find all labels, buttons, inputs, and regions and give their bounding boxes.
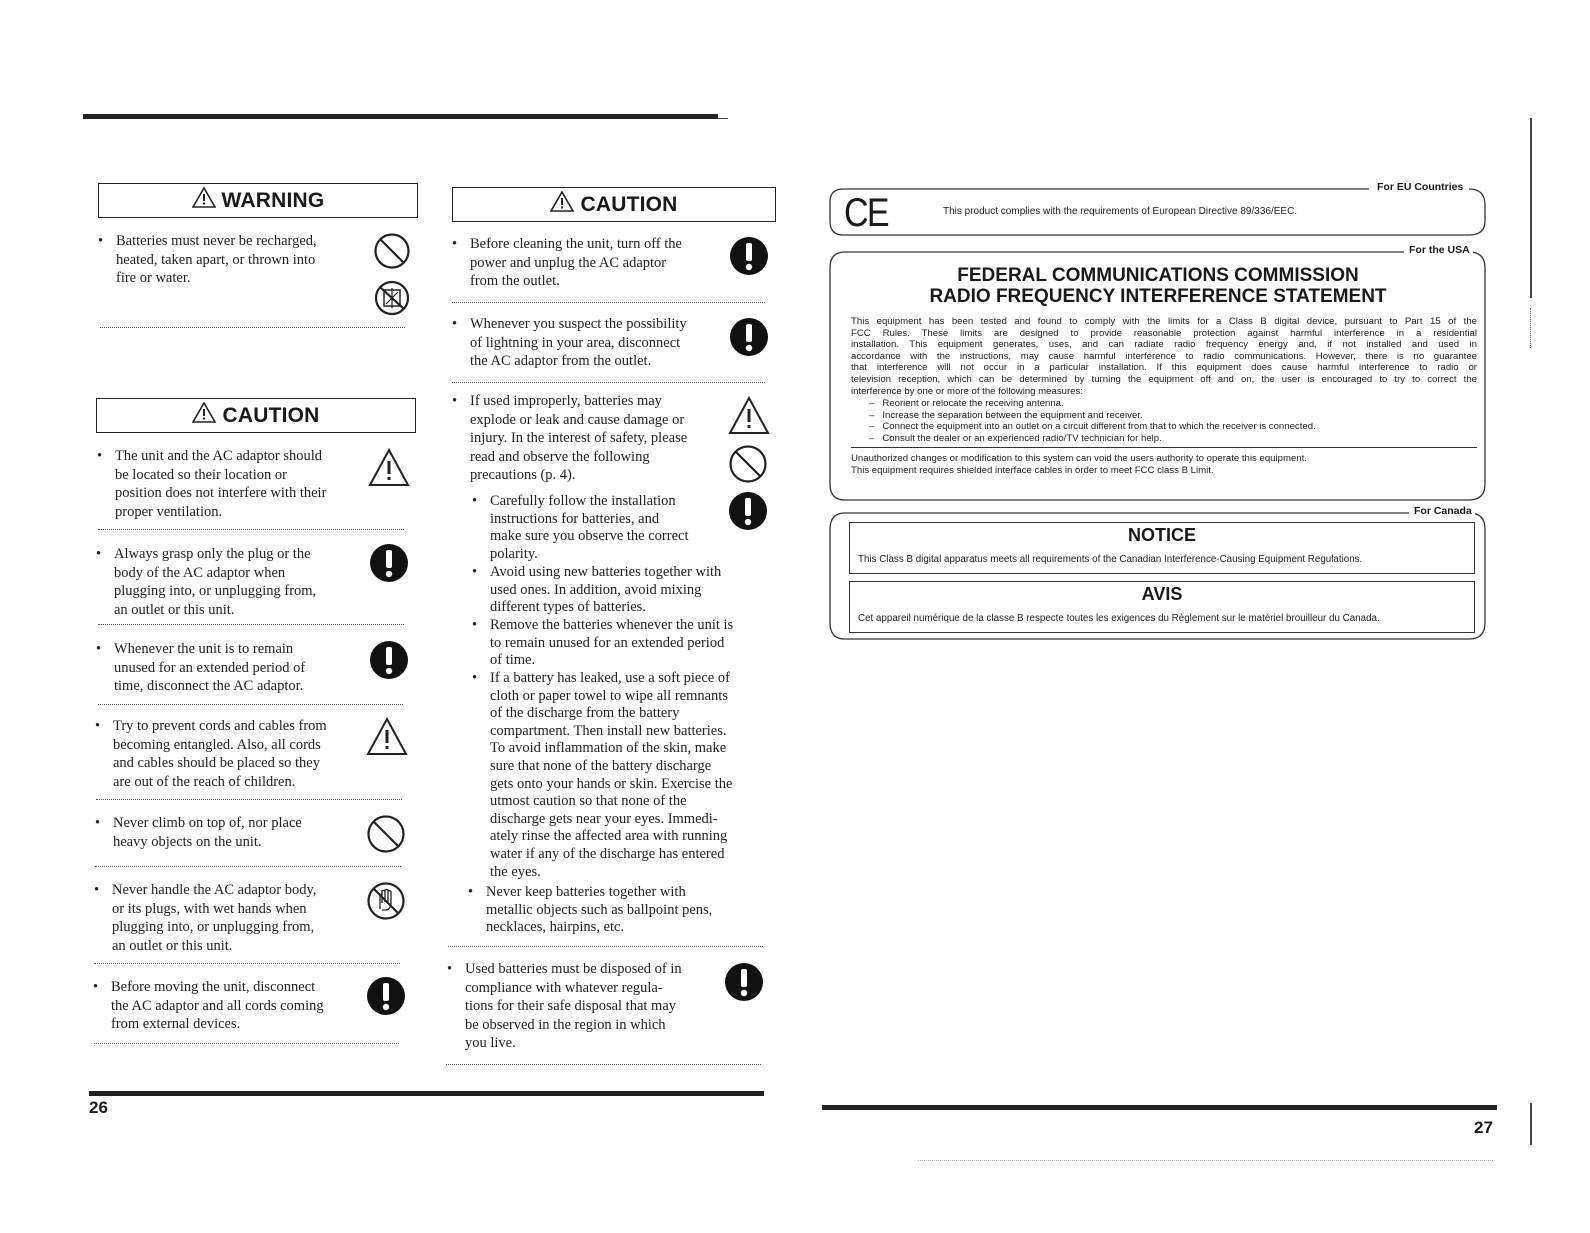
avis-box	[849, 581, 1475, 633]
text-line: Avoid using new batteries together with	[490, 564, 722, 580]
faint-line	[918, 1160, 1493, 1161]
text-line: injury. In the interest of safety, please	[470, 430, 688, 446]
text-line: accordance with the instructions, may cause harmful interference to radio communications. However, there is no guarantee	[851, 350, 1477, 362]
text-line: cloth or paper towel to wipe all remnants	[490, 687, 728, 704]
text-line: and cables should be placed so they	[113, 755, 320, 771]
text-line: To avoid inflammation of the skin, make	[490, 740, 727, 757]
caution-triangle-icon	[192, 187, 216, 214]
margin-dots	[1530, 308, 1531, 348]
notice-text: This Class B digital apparatus meets all requirements of the Canadian Interference-Causing Equipment Regulations.	[858, 554, 1363, 565]
no-disassemble-icon	[373, 280, 411, 321]
fcc-body-last: interference by one or more of the following measures:	[851, 386, 1083, 397]
text-line: heavy objects on the unit.	[113, 833, 262, 850]
text-line: If a battery has leaked, use a soft piece of	[490, 670, 730, 686]
text-line: becoming entangled. Also, all cords	[113, 736, 321, 753]
divider	[98, 624, 404, 625]
bottom-rule-right	[822, 1105, 1497, 1110]
notice-box	[849, 522, 1475, 574]
text-line: unused for an extended period of	[114, 659, 306, 676]
warning-title: WARNING	[221, 188, 325, 212]
text-line: This equipment requires shielded interface cables in order to meet FCC class B Limit.	[851, 464, 1214, 476]
measure-text: Consult the dealer or an experienced radio/TV technician for help.	[882, 432, 1162, 444]
top-rule	[83, 114, 718, 119]
text-line: heated, taken apart, or thrown into	[116, 251, 316, 268]
fcc-body	[851, 316, 1477, 386]
measure-item: – Increase the separation between the equipment and receiver.	[869, 409, 1143, 421]
caution-triangle-icon	[728, 395, 770, 440]
eu-box	[829, 181, 1487, 236]
divider	[452, 382, 765, 383]
text-line: compliance with whatever regula-	[465, 979, 663, 996]
margin-line	[1530, 118, 1532, 298]
text-line: from the outlet.	[470, 273, 560, 289]
fcc-title	[829, 265, 1487, 307]
text-line: proper ventilation.	[115, 503, 223, 520]
avis-text: Cet appareil numérique de la classe B respecte toutes les exigences du Règlement sur le matériel brouilleur du Canada.	[858, 613, 1380, 624]
text-line: or its plugs, with wet hands when	[112, 900, 307, 917]
text-line: Before moving the unit, disconnect	[111, 979, 316, 995]
fcc-title-line: FEDERAL COMMUNICATIONS COMMISSION	[957, 265, 1359, 286]
text-line: read and observe the following	[470, 448, 650, 465]
text-line: be located so their location or	[115, 466, 287, 483]
text-line: Always grasp only the plug or the	[114, 546, 311, 562]
divider	[98, 704, 403, 705]
divider	[446, 1064, 761, 1065]
text-line: used ones. In addition, avoid mixing	[490, 581, 702, 598]
text-line: to remain unused for an extended period	[490, 634, 725, 651]
text-line: body of the AC adaptor when	[114, 564, 286, 581]
mandatory-action-icon	[728, 491, 768, 536]
caution-header-left	[96, 398, 416, 433]
text-line: If used improperly, batteries may	[470, 393, 662, 409]
avis-title: AVIS	[1141, 584, 1183, 604]
text-line: Whenever you suspect the possibility	[470, 316, 687, 332]
text-line: utmost caution so that none of the	[490, 793, 687, 810]
warning-header	[98, 183, 418, 218]
measure-text: Increase the separation between the equipment and receiver.	[882, 409, 1143, 421]
text-line: make sure you observe the correct	[490, 528, 689, 545]
text-line: metallic objects such as ballpoint pens,	[486, 901, 713, 918]
fcc-measures	[869, 398, 1316, 444]
margin-line	[1530, 1103, 1532, 1145]
text-line: necklaces, hairpins, etc.	[486, 919, 625, 936]
text-line: an outlet or this unit.	[112, 937, 233, 954]
text-line: position does not interfere with their	[115, 485, 327, 501]
caution-title: CAUTION	[580, 192, 678, 216]
text-line: from external devices.	[111, 1016, 241, 1032]
text-line: that interference will not occur in a particular installation. If this equipment does cause harmful interference to radio or	[851, 362, 1477, 374]
measure-text: Reorient or relocate the receiving antenna.	[882, 398, 1064, 409]
text-line: be observed in the region in which	[465, 1016, 666, 1033]
text-line: the AC adaptor and all cords coming	[111, 997, 324, 1014]
mandatory-action-icon	[369, 543, 409, 588]
text-line: an outlet or this unit.	[114, 601, 235, 618]
usa-tag: For the USA	[1406, 244, 1473, 256]
canada-tag: For Canada	[1411, 505, 1475, 517]
text-line: This equipment has been tested and found to comply with the limits for a Class B digital device, pursuant to Part 15 of the	[851, 316, 1477, 327]
mandatory-action-icon	[729, 236, 769, 281]
measure-item: – Consult the dealer or an experienced radio/TV technician for help.	[869, 432, 1162, 444]
caution-triangle-icon	[550, 191, 574, 218]
text-line: are out of the reach of children.	[113, 773, 296, 790]
usa-box	[829, 244, 1487, 502]
text-line: tions for their safe disposal that may	[465, 998, 677, 1014]
divider	[96, 799, 402, 800]
divider	[100, 327, 405, 328]
text-line: The unit and the AC adaptor should	[115, 448, 322, 464]
text-line: Whenever the unit is to remain	[114, 641, 294, 657]
divider	[448, 946, 763, 947]
mandatory-action-icon	[724, 962, 764, 1007]
caution-triangle-icon	[192, 402, 216, 429]
measure-item: – Reorient or relocate the receiving antenna.	[869, 398, 1064, 409]
text-line: Never keep batteries together with	[486, 884, 686, 900]
text-line: discharge gets near your eyes. Immedi-	[490, 810, 718, 827]
text-line: compartment. Then install new batteries.	[490, 722, 727, 739]
text-line: gets onto your hands or skin. Exercise the	[490, 775, 733, 792]
text-line: explode or leak and cause damage or	[470, 411, 685, 428]
text-line: sure that none of the battery discharge	[490, 757, 712, 774]
mandatory-action-icon	[729, 317, 769, 362]
text-line: Unauthorized changes or modification to this system can void the users authority to operate this equipment.	[851, 453, 1307, 464]
mandatory-action-icon	[369, 640, 409, 685]
no-wet-hands-icon	[366, 881, 406, 926]
prohibited-icon	[366, 814, 406, 859]
canada-box	[829, 505, 1487, 641]
text-line: power and unplug the AC adaptor	[470, 254, 667, 271]
measure-item: – Connect the equipment into an outlet on a circuit different from that to which the receiver is connected.	[869, 421, 1316, 433]
fcc-divider	[851, 447, 1477, 448]
divider	[98, 529, 404, 530]
caution-triangle-icon	[368, 447, 410, 492]
text-line: of lightning in your area, disconnect	[470, 334, 681, 351]
eu-text: This product complies with the requirements of European Directive 89/336/EEC.	[943, 206, 1298, 217]
caution-header-middle	[452, 187, 776, 222]
divider	[94, 1043, 399, 1044]
text-line: plugging into, or unplugging from,	[112, 919, 315, 935]
divider	[452, 302, 765, 303]
text-line: precautions (p. 4).	[470, 467, 576, 483]
text-line: Never handle the AC adaptor body,	[112, 882, 317, 898]
fcc-title-line: RADIO FREQUENCY INTERFERENCE STATEMENT	[929, 286, 1387, 307]
text-line: of time.	[490, 652, 536, 669]
text-line: Never climb on top of, nor place	[113, 815, 302, 831]
text-line: of the discharge from the battery	[490, 705, 680, 722]
measure-text: Connect the equipment into an outlet on a circuit different from that to which the receiver is connected.	[882, 421, 1316, 433]
caution-title: CAUTION	[222, 403, 320, 427]
text-line: you live.	[465, 1035, 516, 1051]
text-line: water if any of the discharge has entered	[490, 845, 725, 862]
text-line: Before cleaning the unit, turn off the	[470, 236, 682, 252]
divider	[95, 866, 401, 867]
bottom-rule-left	[89, 1091, 764, 1096]
divider	[94, 963, 400, 964]
page-number-right: 27	[1474, 1118, 1493, 1137]
text-line: polarity.	[490, 545, 538, 562]
mandatory-action-icon	[366, 976, 406, 1021]
text-line: the eyes.	[490, 863, 541, 880]
eu-tag: For EU Countries	[1374, 181, 1466, 193]
text-line: Try to prevent cords and cables from	[113, 718, 327, 734]
text-line: FCC Rules. These limits are designed to provide reasonable protection against harmful interference in a residential	[851, 327, 1477, 339]
text-line: Batteries must never be recharged,	[116, 233, 317, 249]
page-number-left: 26	[89, 1098, 108, 1117]
ce-mark: CE	[844, 191, 888, 235]
text-line: ately rinse the affected area with running	[490, 828, 728, 845]
text-line: fire or water.	[116, 270, 191, 286]
text-line: Used batteries must be disposed of in	[465, 961, 682, 977]
text-line: Remove the batteries whenever the unit is	[490, 617, 734, 633]
notice-title: NOTICE	[1127, 525, 1196, 545]
text-line: instructions for batteries, and	[490, 510, 660, 527]
prohibited-icon	[373, 232, 411, 275]
text-line: plugging into, or unplugging from,	[114, 583, 317, 599]
text-line: Carefully follow the installation	[490, 493, 676, 509]
text-line: installation. This equipment generates, uses, and can radiate radio frequency energy and, if not installed and used in	[851, 339, 1477, 351]
text-line: time, disconnect the AC adaptor.	[114, 678, 304, 694]
caution-triangle-icon	[366, 716, 408, 761]
fcc-footer	[851, 453, 1307, 476]
text-line: television reception, which can be determined by turning the equipment off and on, the user is encouraged to try to correct the	[851, 373, 1477, 385]
prohibited-icon	[728, 444, 768, 489]
text-line: different types of batteries.	[490, 599, 646, 616]
text-line: the AC adaptor from the outlet.	[470, 353, 652, 369]
